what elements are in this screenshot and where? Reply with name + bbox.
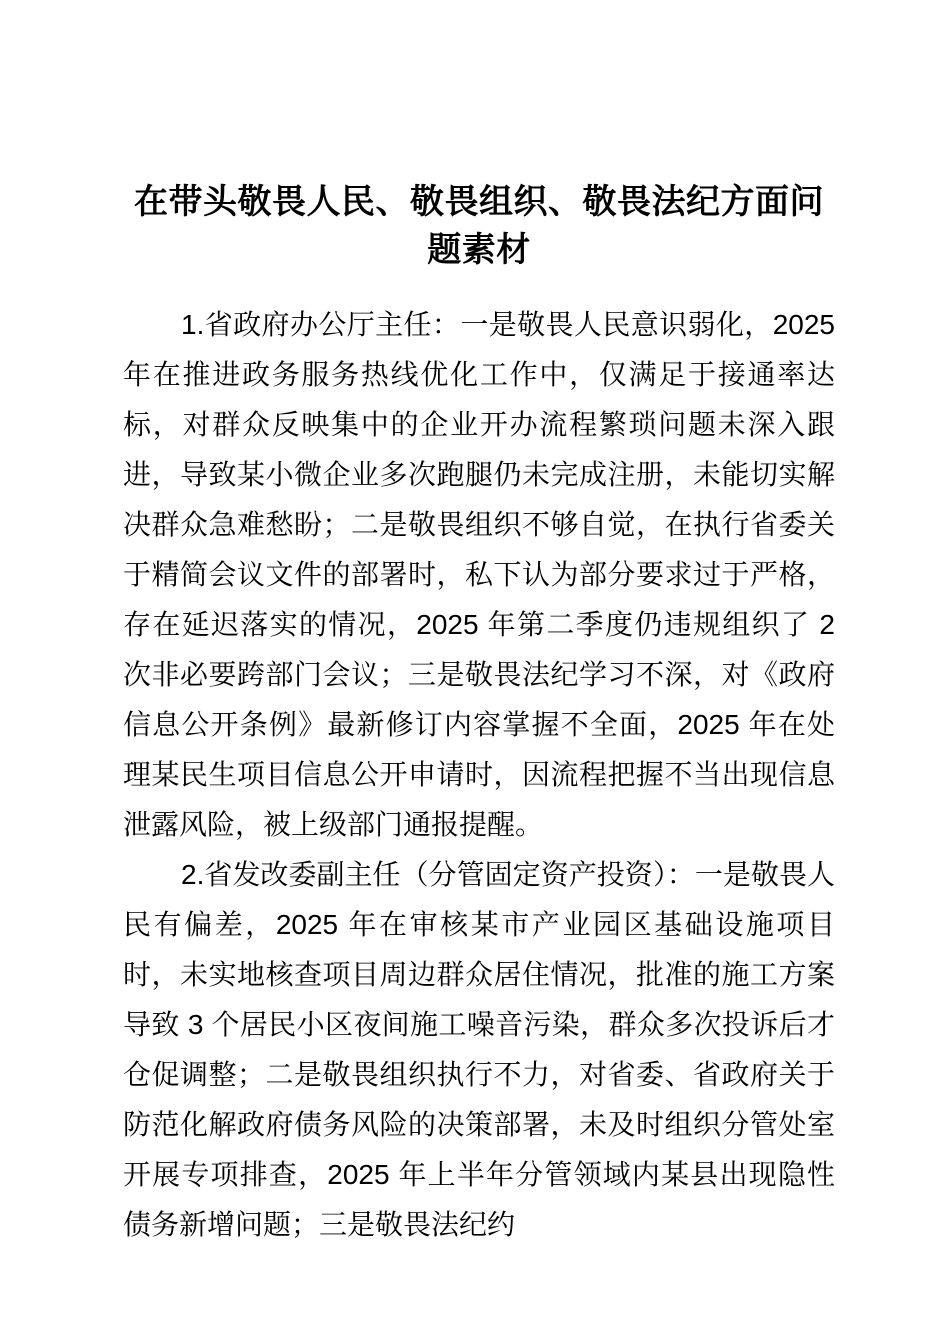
document-title: 在带头敬畏人民、敬畏组织、敬畏法纪方面问题素材 bbox=[134, 183, 824, 269]
paragraph-item-2: 2.省发改委副主任（分管固定资产投资）：一是敬畏人民有偏差，2025 年在审核某市产业园区基础设施项目时，未实地核查项目周边群众居住情况，批准的施工方案导致 3 个居民小区夜间施工噪音污染，群众多次投诉后才仓促调整；二是敬畏组织执行不力，对省委、省政府关于防范化解政府债务风险的决策部署，未及时组织分管处室开展专项排查，2025 年上半年分管领域内某县出现隐性债务新增问题；三是敬畏法纪约 bbox=[123, 859, 835, 1240]
document-text-column bbox=[123, 0, 835, 1250]
paragraph-item-1: 1.省政府办公厅主任：一是敬畏人民意识弱化，2025 年在推进政务服务热线优化工作中，仅满足于接通率达标，对群众反映集中的企业开办流程繁琐问题未深入跟进，导致某小微企业多次跑腿仍未完成注册，未能切实解决群众急难愁盼；二是敬畏组织不够自觉，在执行省委关于精简会议文件的部署时，私下认为部分要求过于严格，存在延迟落实的情况，2025 年第二季度仍违规组织了 2 次非必要跨部门会议；三是敬畏法纪学习不深，对《政府信息公开条例》最新修订内容掌握不全面，2025 年在处理某民生项目信息公开申请时，因流程把握不当出现信息泄露风险，被上级部门通报提醒。 bbox=[123, 309, 835, 840]
